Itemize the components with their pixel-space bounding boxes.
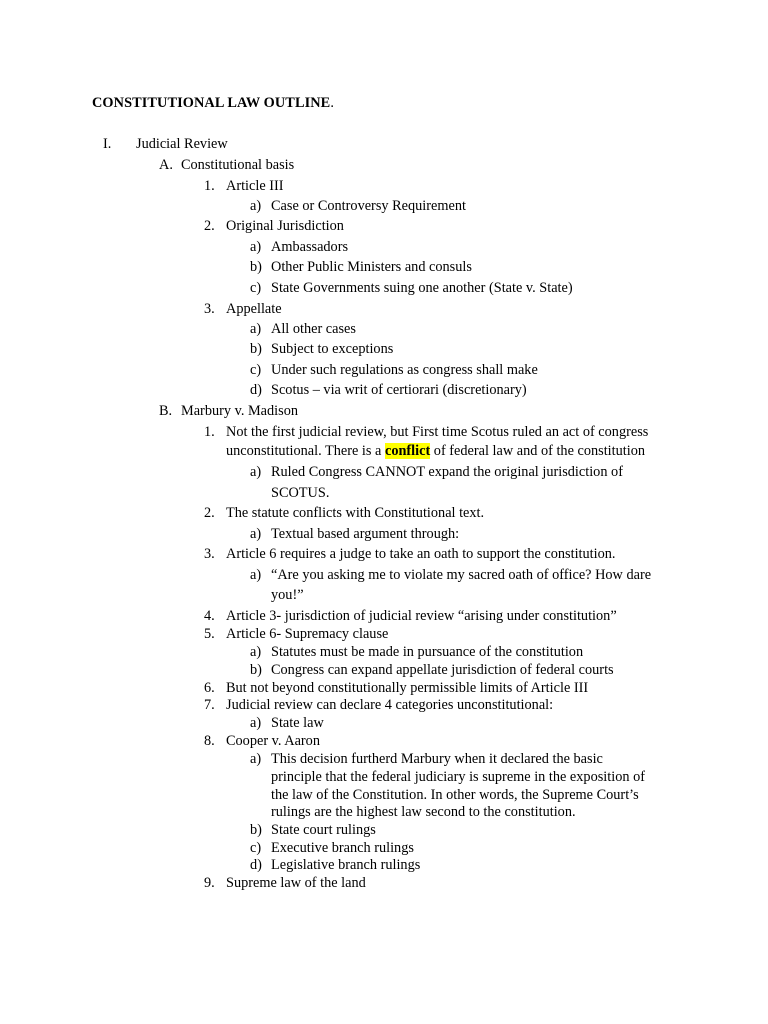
- list-marker: 3.: [204, 301, 215, 317]
- subsection-heading: Constitutional basis: [181, 157, 295, 173]
- sub-item: Statutes must be made in pursuance of the constitution: [271, 644, 584, 660]
- sub-item: Other Public Ministers and consuls: [271, 259, 472, 275]
- sub-marker: b): [250, 822, 262, 838]
- list-marker: 5.: [204, 626, 215, 642]
- list-item: Original Jurisdiction: [226, 218, 344, 234]
- sub-item: Ruled Congress CANNOT expand the original jurisdiction of: [271, 464, 623, 480]
- list-item: Not the first judicial review, but First time Scotus ruled an act of congress: [226, 424, 649, 440]
- sub-item: Case or Controversy Requirement: [271, 198, 466, 214]
- list-item: Appellate: [226, 301, 282, 317]
- sub-item: Under such regulations as congress shall make: [271, 362, 538, 378]
- sub-item: Scotus – via writ of certiorari (discretionary): [271, 382, 527, 398]
- sub-item: Executive branch rulings: [271, 840, 414, 856]
- sub-item: State law: [271, 715, 324, 731]
- list-marker: 7.: [204, 697, 215, 713]
- sub-item-continued: you!”: [271, 587, 304, 603]
- list-marker: 3.: [204, 546, 215, 562]
- sub-item: All other cases: [271, 321, 356, 337]
- sub-marker: a): [250, 644, 262, 660]
- document-title: [92, 94, 334, 112]
- sub-marker: b): [250, 341, 262, 357]
- list-marker: 2.: [204, 218, 215, 234]
- sub-item: Textual based argument through:: [271, 526, 460, 542]
- sub-marker: b): [250, 662, 262, 678]
- list-marker: 8.: [204, 733, 215, 749]
- sub-marker: a): [250, 239, 262, 255]
- list-item: Article 6 requires a judge to take an oath to support the constitution.: [226, 546, 616, 562]
- subsection-heading: Marbury v. Madison: [181, 403, 299, 419]
- list-item: Cooper v. Aaron: [226, 733, 320, 749]
- sub-item: Legislative branch rulings: [271, 857, 421, 873]
- sub-item: State court rulings: [271, 822, 376, 838]
- list-item: Article III: [226, 178, 284, 194]
- sub-item: This decision furtherd Marbury when it declared the basic: [271, 751, 603, 767]
- list-marker: 9.: [204, 875, 215, 891]
- sub-item: “Are you asking me to violate my sacred oath of office? How dare: [271, 567, 652, 583]
- list-item: Supreme law of the land: [226, 875, 366, 891]
- sub-marker: d): [250, 857, 262, 873]
- list-marker: 2.: [204, 505, 215, 521]
- text-before-highlight: unconstitutional. There is a: [226, 443, 385, 459]
- title-text: CONSTITUTIONAL LAW OUTLINE: [92, 95, 331, 111]
- title-period: .: [330, 95, 334, 111]
- sub-marker: c): [250, 280, 262, 296]
- sub-marker: a): [250, 751, 262, 767]
- sub-marker: a): [250, 567, 262, 583]
- subsection-marker: B.: [159, 403, 173, 419]
- sub-marker: b): [250, 259, 262, 275]
- list-marker: 6.: [204, 680, 215, 696]
- subsection-marker: A.: [159, 157, 173, 173]
- list-marker: 1.: [204, 178, 215, 194]
- list-item: Article 3- jurisdiction of judicial review “arising under constitution”: [226, 608, 617, 624]
- list-item: Article 6- Supremacy clause: [226, 626, 389, 642]
- section-heading: Judicial Review: [136, 136, 228, 152]
- sub-item-continued: principle that the federal judiciary is supreme in the exposition of: [271, 769, 645, 785]
- sub-marker: a): [250, 198, 262, 214]
- sub-marker: c): [250, 840, 262, 856]
- list-item: Judicial review can declare 4 categories unconstitutional:: [226, 697, 554, 713]
- sub-item-continued: the law of the Constitution. In other words, the Supreme Court’s: [271, 787, 639, 803]
- list-marker: 1.: [204, 424, 215, 440]
- highlighted-word: conflict: [384, 443, 431, 459]
- sub-item: Ambassadors: [271, 239, 349, 255]
- sub-marker: d): [250, 382, 262, 398]
- sub-item: Congress can expand appellate jurisdiction of federal courts: [271, 662, 614, 678]
- list-marker: 4.: [204, 608, 215, 624]
- sub-item: State Governments suing one another (State v. State): [271, 280, 573, 296]
- sub-marker: c): [250, 362, 262, 378]
- list-item-continued: [226, 442, 645, 460]
- text-after-highlight: of federal law and of the constitution: [430, 443, 646, 459]
- sub-marker: a): [250, 715, 262, 731]
- list-item: But not beyond constitutionally permissible limits of Article III: [226, 680, 589, 696]
- sub-item: Subject to exceptions: [271, 341, 394, 357]
- sub-marker: a): [250, 526, 262, 542]
- sub-marker: a): [250, 464, 262, 480]
- list-item: The statute conflicts with Constitutional text.: [226, 505, 485, 521]
- sub-item-continued: rulings are the highest law second to the constitution.: [271, 804, 576, 820]
- sub-marker: a): [250, 321, 262, 337]
- sub-item-continued: SCOTUS.: [271, 485, 330, 501]
- section-marker: I.: [103, 136, 112, 152]
